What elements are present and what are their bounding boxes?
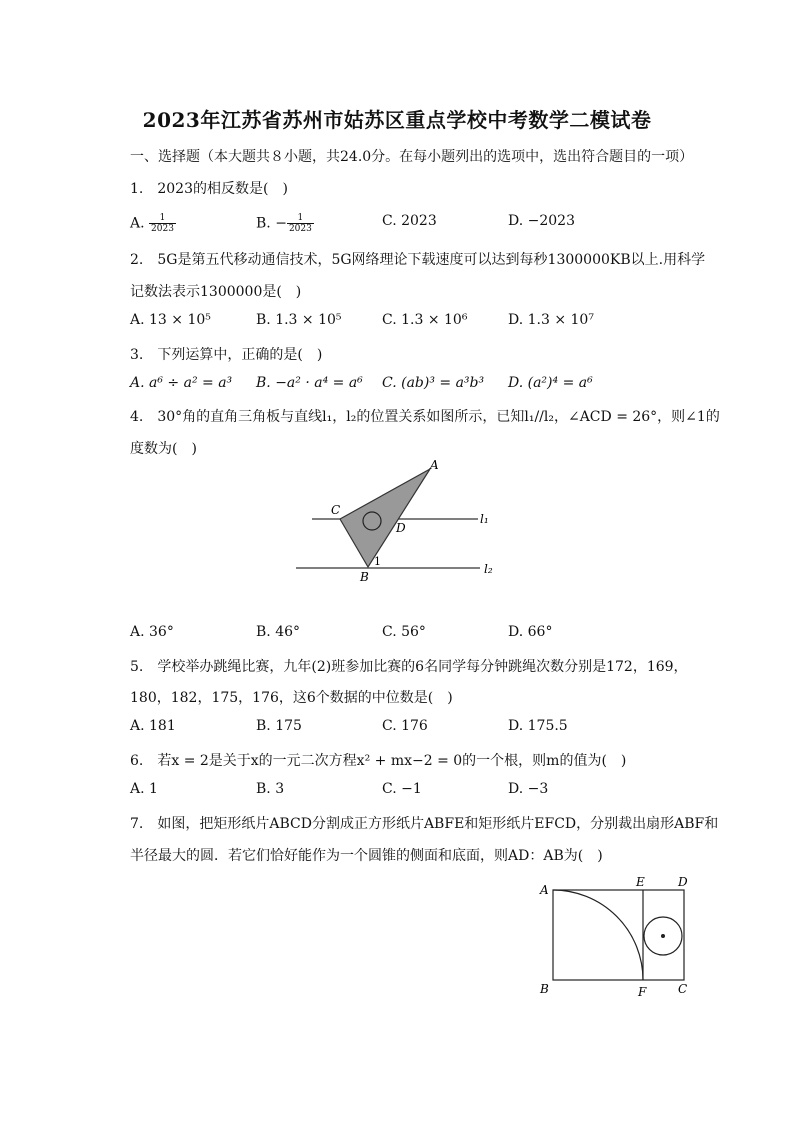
question-5-stem-line1: 5. 学校举办跳绳比赛，九年(2)班参加比赛的6名同学每分钟跳绳次数分别是172，169， [130,659,688,675]
question-3-stem: 3. 下列运算中，正确的是( ) [130,347,323,363]
question-7-stem-line2: 半径最大的圆．若它们恰好能作为一个圆锥的侧面和底面，则AD：AB为( ) [130,848,603,864]
q5-option-b: B. 175 [256,718,302,734]
label-b: B [360,570,369,584]
triangle-ruler [340,469,430,567]
q6-option-a: A. 1 [130,781,158,797]
fraction: $\frac{1}{2023}$ [151,213,174,234]
q6-option-d: D. −3 [508,781,549,797]
q1-option-a: A. $\frac{1}{2023}$ [130,213,174,234]
q3-option-c: C. (ab)³ = a³b³ [382,375,485,391]
q2-option-d: D. 1.3 × 10⁷ [508,312,594,328]
label-a: A [540,883,549,897]
question-6-stem: 6. 若x = 2是关于x的一元二次方程x² + mx−2 = 0的一个根，则m的值为( ) [130,753,627,769]
q4-option-b: B. 46° [256,624,301,640]
q2-option-a: A. 13 × 10⁵ [130,312,211,328]
q1-option-b: B. − $\frac{1}{2023}$ [256,213,312,234]
q2-option-b: B. 1.3 × 10⁵ [256,312,342,328]
q5-option-a: A. 181 [130,718,176,734]
q1-option-c: C. 2023 [382,213,437,229]
label-c: C [678,982,688,996]
question-7-stem-line1: 7. 如图，把矩形纸片ABCD分割成正方形纸片ABFE和矩形纸片EFCD，分别裁出扇形ABF和 [130,816,719,832]
label-a: A [430,458,439,472]
fraction: $\frac{1}{2023}$ [288,213,312,234]
label-b: B [540,982,549,996]
label-e: E [636,875,645,889]
q7-figure [535,872,705,1002]
sector-arc-abf [553,890,643,980]
section-heading: 一、选择题（本大题共８小题，共24.0分。在每小题列出的选项中，选出符合题目的一项） [130,149,694,165]
question-2-stem-line1: 2. 5G是第五代移动通信技术，5G网络理论下载速度可以达到每秒1300000KB以上.用科学 [130,252,706,268]
q4-option-a: A. 36° [130,624,174,640]
q4-option-c: C. 56° [382,624,426,640]
label-d: D [678,875,688,889]
q5-option-c: C. 176 [382,718,428,734]
q6-option-b: B. 3 [256,781,285,797]
q3-option-a: A. a⁶ ÷ a² = a³ [130,375,233,391]
label-f: F [638,985,647,999]
q4-option-d: D. 66° [508,624,553,640]
label-l2: l₂ [484,562,493,576]
label-d: D [396,521,406,535]
label-angle-1: 1 [374,555,381,568]
q4-figure [290,455,510,585]
q5-option-d: D. 175.5 [508,718,568,734]
q2-option-c: C. 1.3 × 10⁶ [382,312,468,328]
question-1-stem: 1. 2023的相反数是( ) [130,181,288,197]
q1-option-d: D. −2023 [508,213,575,229]
q3-option-b: B. −a² · a⁴ = a⁶ [256,375,363,391]
q6-option-c: C. −1 [382,781,422,797]
question-4-stem-line2: 度数为( ) [130,441,197,457]
label-c: C [331,503,341,517]
question-4-stem-line1: 4. 30°角的直角三角板与直线l₁，l₂的位置关系如图所示，已知l₁//l₂，∠ACD = 26°，则∠1的 [130,409,720,425]
q3-option-d: D. (a²)⁴ = a⁶ [508,375,593,391]
label-l1: l₁ [480,512,489,526]
page-title: 2023年江苏省苏州市姑苏区重点学校中考数学二模试卷 [142,108,652,132]
question-5-stem-line2: 180，182，175，176，这6个数据的中位数是( ) [130,690,453,706]
question-2-stem-line2: 记数法表示1300000是( ) [130,284,302,300]
circle-center [661,934,665,938]
